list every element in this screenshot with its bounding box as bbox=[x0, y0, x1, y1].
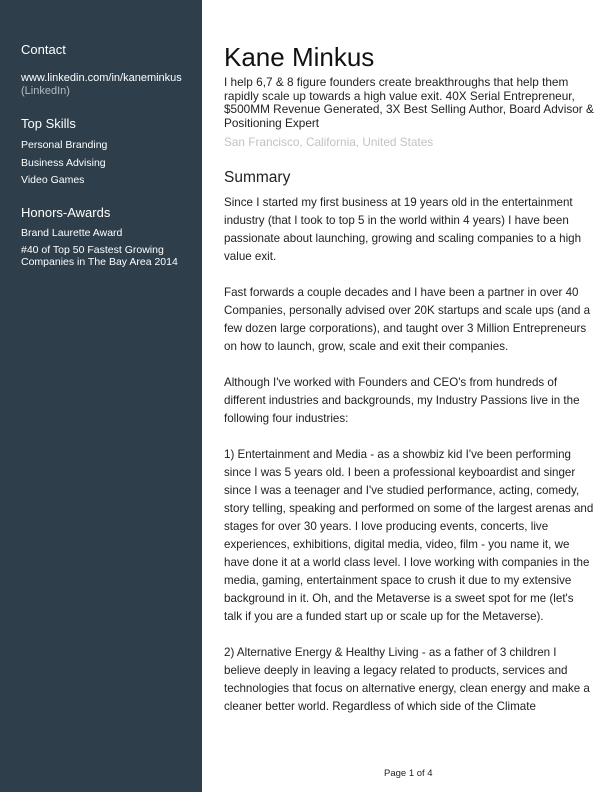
profile-location: San Francisco, California, United States bbox=[224, 135, 434, 149]
summary-body bbox=[224, 194, 594, 734]
summary-heading: Summary bbox=[224, 169, 291, 186]
award-item: #40 of Top 50 Fastest Growing Companies in The Bay Area 2014 bbox=[21, 243, 178, 268]
skill-item: Video Games bbox=[21, 174, 85, 186]
skill-item: Business Advising bbox=[21, 156, 106, 169]
contact-section bbox=[21, 42, 192, 98]
linkedin-link[interactable]: www.linkedin.com/in/kaneminkus bbox=[21, 72, 182, 84]
skills-heading: Top Skills bbox=[21, 116, 76, 131]
summary-paragraph: 1) Entertainment and Media - as a showbiz kid I've been performing since I was 5 years old. I been a professional keyboardist and singer since I was a teenager and I've studied performance, acting, comedy, story telling, speaking and performed on some of the largest arenas and stages for over 30 years. I love producing events, concerts, live experiences, exhibitions, digital media, video, film - you name it, we have done it at a world class level. I love working with companies in the media, gaming, entertainment space to crush it due to my extensive background in it. Oh, and the Metaverse is a sweet spot for me (let's talk if you are a funded start up or scale up for the Metaverse). bbox=[224, 448, 594, 623]
skill-item: Personal Branding bbox=[21, 139, 108, 151]
profile-name: Kane Minkus bbox=[224, 42, 375, 72]
award-item: Brand Laurette Award bbox=[21, 227, 123, 239]
summary-paragraph: 2) Alternative Energy & Healthy Living - as a father of 3 children I believe deeply in leaving a legacy related to products, services and technologies that focus on alternative energy, clean energy and make a cleaner better world. Regardless of which side of the Climate bbox=[224, 646, 590, 713]
page-number: Page 1 of 4 bbox=[384, 768, 433, 779]
profile-headline: I help 6,7 & 8 figure founders create breakthroughs that help them rapidly scale up towards a high value exit. 40X Serial Entrepreneur, $500MM Revenue Generated, 3X Best Selling Author, Board Advisor & Positioning Expert bbox=[224, 75, 594, 130]
skills-section bbox=[21, 116, 192, 187]
contact-heading: Contact bbox=[21, 42, 66, 57]
awards-heading: Honors-Awards bbox=[21, 205, 111, 220]
linkedin-label: (LinkedIn) bbox=[21, 85, 70, 97]
summary-paragraph: Although I've worked with Founders and CEO's from hundreds of different industries and backgrounds, my Industry Passions live in the following four industries: bbox=[224, 376, 580, 425]
summary-paragraph: Fast forwards a couple decades and I have been a partner in over 40 Companies, personally advised over 20K startups and scale ups (and a few dozen large corporations), and taught over 3 Million Entrepreneurs on how to launch, grow, scale and exit their companies. bbox=[224, 286, 591, 353]
awards-section bbox=[21, 205, 192, 268]
sidebar bbox=[0, 0, 202, 792]
summary-paragraph: Since I started my first business at 19 years old in the entertainment industry (that I took to top 5 in the world within 4 years) I have been passionate about launching, growing and scaling companies to a high value exit. bbox=[224, 196, 582, 263]
